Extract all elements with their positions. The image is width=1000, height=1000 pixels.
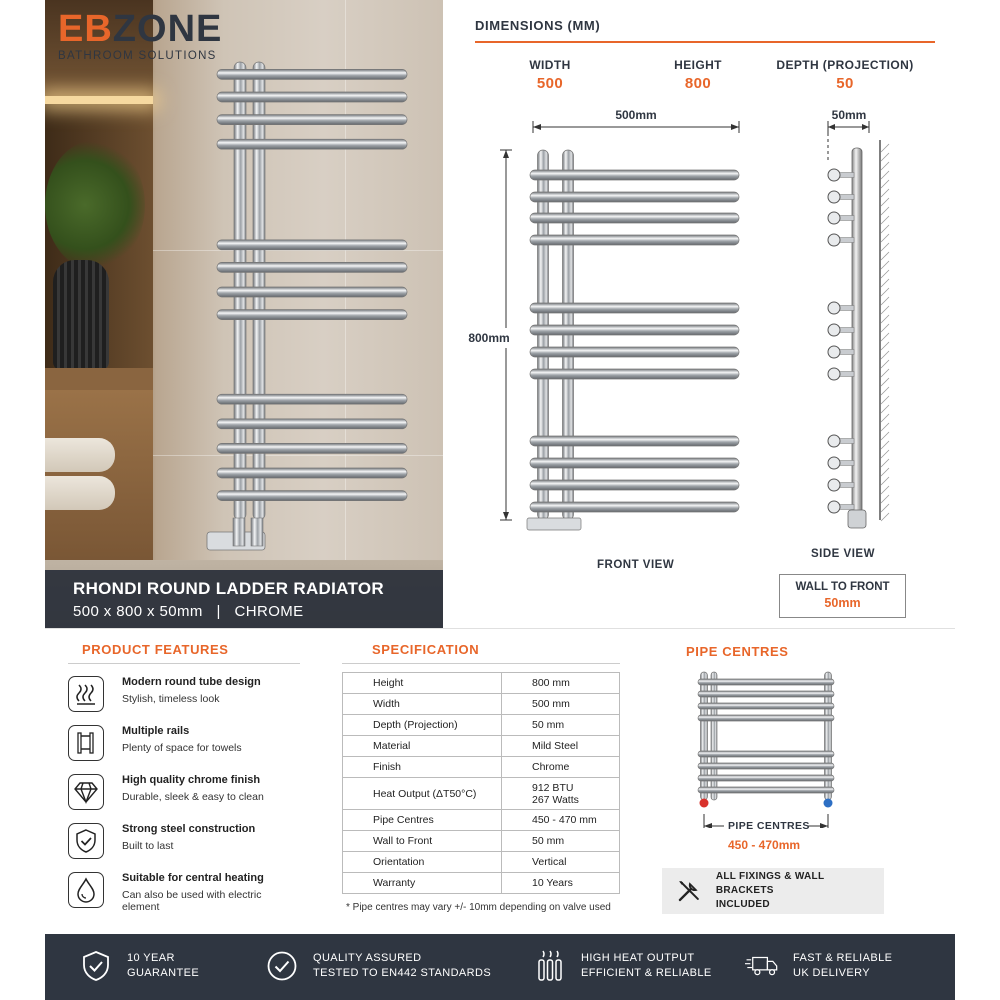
feature-icon-box bbox=[68, 872, 104, 908]
side-rail-end bbox=[828, 479, 840, 491]
side-rail-end bbox=[828, 368, 840, 380]
footer-heat-output bbox=[533, 949, 712, 983]
spec-label: Height bbox=[343, 673, 502, 694]
pipe-rail bbox=[698, 703, 834, 709]
water-drop-icon bbox=[71, 875, 101, 905]
spec-value-2: 267 Watts bbox=[532, 793, 579, 806]
spec-value-cell bbox=[502, 810, 620, 831]
front-rail bbox=[530, 436, 739, 446]
feature-item bbox=[68, 823, 300, 861]
footer-heat-line2: EFFICIENT & RELIABLE bbox=[581, 967, 712, 979]
spec-value: Chrome bbox=[532, 761, 570, 773]
wall-to-front-label: WALL TO FRONT bbox=[795, 581, 890, 593]
pipe-rail bbox=[698, 787, 834, 793]
height-value: 800 bbox=[684, 75, 712, 92]
radiator-rail bbox=[217, 443, 407, 453]
front-rail bbox=[530, 303, 739, 313]
table-row bbox=[343, 736, 620, 757]
width-label: WIDTH bbox=[529, 58, 571, 72]
shield-check-icon bbox=[71, 826, 101, 856]
check-circle-icon bbox=[266, 950, 298, 982]
dimensions-heading: DIMENSIONS (MM) bbox=[475, 18, 601, 33]
side-rail-end bbox=[828, 346, 840, 358]
spec-value: Mild Steel bbox=[532, 740, 579, 752]
side-rail-end bbox=[828, 457, 840, 469]
spec-label: Wall to Front bbox=[343, 831, 502, 852]
hot-pipe-marker bbox=[700, 799, 709, 808]
side-rail-end bbox=[828, 191, 840, 203]
feature-title: Strong steel construction bbox=[122, 823, 256, 835]
delivery-truck-icon bbox=[745, 951, 779, 981]
footer-guarantee-line2: GUARANTEE bbox=[127, 967, 200, 979]
height-spec bbox=[663, 58, 733, 92]
product-name: RHONDI ROUND LADDER RADIATOR bbox=[73, 579, 384, 598]
table-row bbox=[343, 715, 620, 736]
front-rail bbox=[530, 347, 739, 357]
spec-label: Pipe Centres bbox=[343, 810, 502, 831]
dimensions-rule bbox=[475, 41, 935, 43]
footer-quality bbox=[265, 949, 491, 983]
pipe-centres-value: 450 - 470mm bbox=[728, 838, 801, 852]
spec-value-cell bbox=[502, 831, 620, 852]
side-rail-end bbox=[828, 302, 840, 314]
feature-item bbox=[68, 725, 300, 763]
spec-value-cell bbox=[502, 852, 620, 873]
feature-title: Modern round tube design bbox=[122, 676, 261, 688]
front-rail bbox=[530, 502, 739, 512]
front-height-dim-label: 800mm bbox=[468, 331, 510, 345]
product-photo bbox=[45, 0, 443, 628]
section-divider bbox=[45, 628, 955, 629]
radiator-rail bbox=[217, 139, 407, 149]
depth-spec bbox=[775, 58, 915, 92]
side-depth-dim-label: 50mm bbox=[831, 108, 867, 122]
footer-quality-line1: QUALITY ASSURED bbox=[313, 952, 422, 964]
spec-value-cell bbox=[502, 873, 620, 894]
front-rail bbox=[530, 192, 739, 202]
feature-title: Suitable for central heating bbox=[122, 872, 264, 884]
footer-delivery-line2: UK DELIVERY bbox=[793, 967, 870, 979]
width-spec bbox=[515, 58, 585, 92]
footer-quality-line2: TESTED TO EN442 STANDARDS bbox=[313, 967, 492, 979]
spec-value: 800 mm bbox=[532, 677, 570, 689]
side-view-label: SIDE VIEW bbox=[811, 548, 875, 560]
radiator-rail bbox=[217, 419, 407, 429]
side-rail-end bbox=[828, 169, 840, 181]
pipe-rail bbox=[698, 763, 834, 769]
footer-bar bbox=[45, 934, 955, 1000]
spec-label: Heat Output (ΔT50°C) bbox=[343, 778, 502, 810]
radiator-rail bbox=[217, 92, 407, 102]
feature-icon-box bbox=[68, 676, 104, 712]
pipe-rail bbox=[698, 751, 834, 757]
wall-to-front-box bbox=[779, 574, 906, 618]
footer-delivery bbox=[745, 949, 892, 983]
radiator-rail bbox=[217, 310, 407, 320]
front-rail bbox=[530, 325, 739, 335]
footer-guarantee-line1: 10 YEAR bbox=[127, 952, 175, 964]
product-finish: CHROME bbox=[234, 603, 304, 620]
table-row bbox=[343, 831, 620, 852]
spec-label: Material bbox=[343, 736, 502, 757]
side-view-diagram bbox=[800, 100, 910, 540]
feature-desc: Durable, sleek & easy to clean bbox=[122, 791, 264, 803]
radiator-rail bbox=[217, 262, 407, 272]
front-valve bbox=[527, 518, 581, 530]
rails-icon bbox=[71, 728, 101, 758]
front-rail bbox=[530, 369, 739, 379]
radiator-icon bbox=[535, 949, 565, 983]
pipe-rail bbox=[698, 715, 834, 721]
front-rail bbox=[530, 170, 739, 180]
table-row bbox=[343, 873, 620, 894]
feature-icon-box bbox=[68, 774, 104, 810]
shield-check-icon bbox=[81, 950, 111, 982]
footer-guarantee bbox=[79, 949, 199, 983]
spec-value: 500 mm bbox=[532, 698, 570, 710]
feature-item bbox=[68, 872, 300, 913]
spec-value: 912 BTU bbox=[532, 781, 574, 794]
product-subtitle bbox=[73, 603, 443, 620]
spec-value: 50 mm bbox=[532, 719, 565, 731]
spec-value-cell bbox=[502, 757, 620, 778]
brand-zone: ZONE bbox=[112, 8, 223, 50]
table-row bbox=[343, 778, 620, 810]
spec-value: Vertical bbox=[532, 856, 567, 868]
side-rail-end bbox=[828, 324, 840, 336]
radiator-rail bbox=[217, 394, 407, 404]
spec-value-cell bbox=[502, 673, 620, 694]
features-heading: PRODUCT FEATURES bbox=[82, 642, 229, 657]
spec-label: Orientation bbox=[343, 852, 502, 873]
radiator-rail bbox=[217, 115, 407, 125]
side-rail-end bbox=[828, 435, 840, 447]
table-row bbox=[343, 810, 620, 831]
front-view-label: FRONT VIEW bbox=[597, 559, 675, 571]
feature-icon-box bbox=[68, 823, 104, 859]
radiator-rail bbox=[217, 240, 407, 250]
front-rail bbox=[530, 235, 739, 245]
pipe-centres-label: PIPE CENTRES bbox=[728, 820, 810, 832]
radiator-rail bbox=[217, 287, 407, 297]
fixings-line-1: ALL FIXINGS & WALL BRACKETS bbox=[715, 871, 825, 896]
spec-value-cell bbox=[502, 694, 620, 715]
spec-table bbox=[342, 672, 620, 894]
product-size: 500 x 800 x 50mm bbox=[73, 603, 203, 620]
feature-item bbox=[68, 774, 300, 812]
feature-desc: Plenty of space for towels bbox=[122, 742, 242, 754]
spec-label: Width bbox=[343, 694, 502, 715]
front-rail bbox=[530, 458, 739, 468]
radiator-rail bbox=[217, 491, 407, 501]
fixings-line-2: INCLUDED bbox=[715, 899, 770, 910]
table-row bbox=[343, 852, 620, 873]
feature-desc: Stylish, timeless look bbox=[122, 693, 220, 705]
radiator-photo-illustration bbox=[45, 0, 443, 628]
spec-value-cell bbox=[502, 778, 620, 810]
product-features bbox=[68, 642, 300, 913]
pipe-rail bbox=[698, 775, 834, 781]
front-rail bbox=[530, 213, 739, 223]
spec-label: Depth (Projection) bbox=[343, 715, 502, 736]
feature-item bbox=[68, 676, 300, 714]
product-title-band bbox=[45, 570, 443, 628]
pipe-rail bbox=[698, 679, 834, 685]
pipe-centres-heading: PIPE CENTRES bbox=[686, 644, 789, 659]
front-width-dim-label: 500mm bbox=[615, 108, 657, 122]
heat-waves-icon bbox=[71, 679, 101, 709]
pipe-centres-diagram bbox=[690, 668, 850, 828]
footer-delivery-line1: FAST & RELIABLE bbox=[793, 952, 893, 964]
depth-value: 50 bbox=[836, 75, 854, 92]
front-rail bbox=[530, 480, 739, 490]
brand-logo bbox=[58, 10, 222, 62]
side-rail-end bbox=[828, 212, 840, 224]
spec-value-cell bbox=[502, 736, 620, 757]
side-rail-end bbox=[828, 234, 840, 246]
front-view-diagram bbox=[455, 100, 755, 540]
wall-to-front-value: 50mm bbox=[824, 596, 861, 610]
spec-value: 10 Years bbox=[532, 877, 573, 889]
spec-label: Finish bbox=[343, 757, 502, 778]
fixings-included-box bbox=[662, 868, 884, 914]
tools-icon bbox=[676, 878, 702, 904]
radiator-rail bbox=[217, 69, 407, 79]
feature-title: High quality chrome finish bbox=[122, 774, 261, 786]
spec-value-cell bbox=[502, 715, 620, 736]
radiator-rail bbox=[217, 468, 407, 478]
depth-label: DEPTH (PROJECTION) bbox=[776, 58, 914, 72]
cold-pipe-marker bbox=[824, 799, 833, 808]
specification bbox=[342, 642, 620, 894]
width-value: 500 bbox=[536, 75, 564, 92]
diamond-icon bbox=[71, 777, 101, 807]
footer-heat-line1: HIGH HEAT OUTPUT bbox=[581, 952, 695, 964]
side-rail-end bbox=[828, 501, 840, 513]
feature-title: Multiple rails bbox=[122, 725, 190, 737]
table-row bbox=[343, 757, 620, 778]
spec-value: 450 - 470 mm bbox=[532, 814, 597, 826]
height-label: HEIGHT bbox=[674, 58, 722, 72]
feature-desc: Can also be used with electric element bbox=[122, 889, 262, 913]
spec-note: * Pipe centres may vary +/- 10mm depending on valve used bbox=[346, 902, 611, 913]
table-row bbox=[343, 673, 620, 694]
brand-eb: EB bbox=[58, 8, 113, 50]
product-separator: | bbox=[216, 603, 221, 620]
specification-heading: SPECIFICATION bbox=[372, 642, 480, 657]
feature-icon-box bbox=[68, 725, 104, 761]
pipe-rail bbox=[698, 691, 834, 697]
table-row bbox=[343, 694, 620, 715]
spec-value: 50 mm bbox=[532, 835, 565, 847]
brand-tagline: BATHROOM SOLUTIONS bbox=[58, 50, 217, 62]
feature-desc: Built to last bbox=[122, 840, 174, 852]
spec-label: Warranty bbox=[343, 873, 502, 894]
